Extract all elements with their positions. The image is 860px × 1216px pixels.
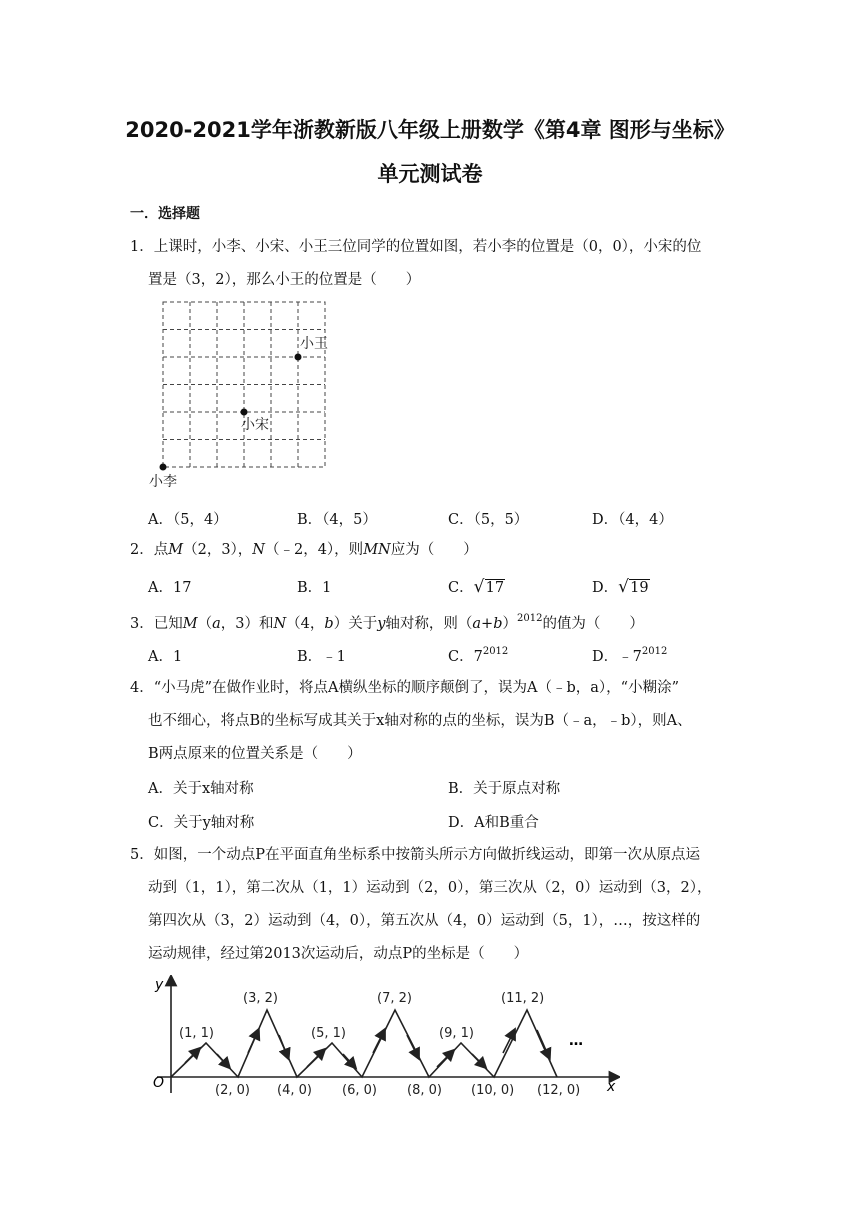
section-heading: 一．选择题 <box>130 206 200 222</box>
q3-stem: 3．已知M（a，3）和N（4，b）关于y轴对称，则$(a+b)^{2012}$的值为（ ） <box>130 613 644 632</box>
path-arrows <box>185 1030 548 1067</box>
svg-text:(1, 1): (1, 1) <box>179 1026 214 1041</box>
q4-option-b: B．关于原点对称 <box>448 781 561 797</box>
svg-text:(5, 1): (5, 1) <box>311 1026 346 1041</box>
page-title: 2020-2021学年浙教新版八年级上册数学《第4章 图形与坐标》 <box>125 118 735 142</box>
svg-text:(10, 0): (10, 0) <box>471 1083 515 1098</box>
svg-text:(3, 2): (3, 2) <box>243 991 278 1006</box>
svg-text:(6, 0): (6, 0) <box>342 1083 377 1098</box>
q4-line3: B两点原来的位置关系是（ ） <box>148 746 362 762</box>
q3-option-a: A．1 <box>148 649 183 665</box>
page-subtitle: 单元测试卷 <box>377 162 483 186</box>
svg-text:(12, 0): (12, 0) <box>537 1083 581 1098</box>
q4-line1: 4．“小马虎”在做作业时，将点A横纵坐标的顺序颠倒了，误为A（﹣b，a），“小糊涂” <box>130 680 679 696</box>
q1-option-c: C．（5，5） <box>448 512 529 528</box>
q3-option-b: B．﹣1 <box>297 649 346 665</box>
label-li: 小李 <box>149 474 177 490</box>
axis-x-label: x <box>607 1079 616 1095</box>
q4-option-c: C．关于y轴对称 <box>148 815 255 831</box>
svg-text:(9, 1): (9, 1) <box>439 1026 474 1041</box>
q5-line4: 运动规律，经过第2013次运动后，动点P的坐标是（ ） <box>148 946 529 962</box>
base-labels <box>215 1083 580 1098</box>
q1-line1: 1．上课时，小李、小宋、小王三位同学的位置如图，若小李的位置是（0，0），小宋的位 <box>130 239 702 255</box>
svg-text:(8, 0): (8, 0) <box>407 1083 442 1098</box>
label-wang: 小王 <box>300 336 328 352</box>
q5-line1: 5．如图，一个动点P在平面直角坐标系中按箭头所示方向做折线运动，即第一次从原点运 <box>130 847 700 863</box>
point-wang <box>295 354 302 361</box>
q5-line2: 动到（1，1），第二次从（1，1）运动到（2，0），第三次从（2，0）运动到（3，2）， <box>148 880 712 896</box>
q1-option-b: B．（4，5） <box>297 512 377 528</box>
q4-option-a: A．关于x轴对称 <box>148 781 254 797</box>
q4-option-d: D．A和B重合 <box>448 815 539 831</box>
label-song: 小宋 <box>241 417 269 433</box>
ellipsis-label: … <box>569 1033 583 1049</box>
peak-labels <box>179 991 544 1041</box>
q5-zigzag-figure <box>145 975 620 1100</box>
axis-y-label: y <box>155 977 164 993</box>
q1-grid-lines <box>163 302 325 467</box>
svg-text:(7, 2): (7, 2) <box>377 991 412 1006</box>
q1-grid-figure <box>145 298 345 494</box>
q2-stem: 2．点M（2，3），N（﹣2，4），则MN应为（ ） <box>130 542 478 558</box>
zigzag-path <box>171 1010 557 1077</box>
q4-line2: 也不细心，将点B的坐标写成其关于x轴对称的点的坐标，误为B（﹣a，﹣b），则A、 <box>148 713 692 729</box>
q1-option-d: D．（4，4） <box>592 512 673 528</box>
q2-option-d: D． √ 19 <box>592 577 649 597</box>
q3-option-d: D．$﹣7^{2012}$ <box>592 646 668 665</box>
q2-option-b: B．1 <box>297 580 332 596</box>
origin-label: O <box>153 1075 165 1091</box>
q1-line2: 置是（3，2），那么小王的位置是（ ） <box>148 272 421 288</box>
svg-text:(4, 0): (4, 0) <box>277 1083 312 1098</box>
q1-option-a: A．（5，4） <box>148 512 228 528</box>
point-song <box>241 409 248 416</box>
q3-option-c: C．$7^{2012}$ <box>448 646 509 665</box>
q5-line3: 第四次从（3，2）运动到（4，0），第五次从（4，0）运动到（5，1），…，按这样的 <box>148 913 701 929</box>
point-li <box>160 464 167 471</box>
q2-option-a: A．17 <box>148 580 192 596</box>
svg-text:(2, 0): (2, 0) <box>215 1083 250 1098</box>
svg-text:(11, 2): (11, 2) <box>501 991 545 1006</box>
q2-option-c: C． √ 17 <box>448 577 505 597</box>
